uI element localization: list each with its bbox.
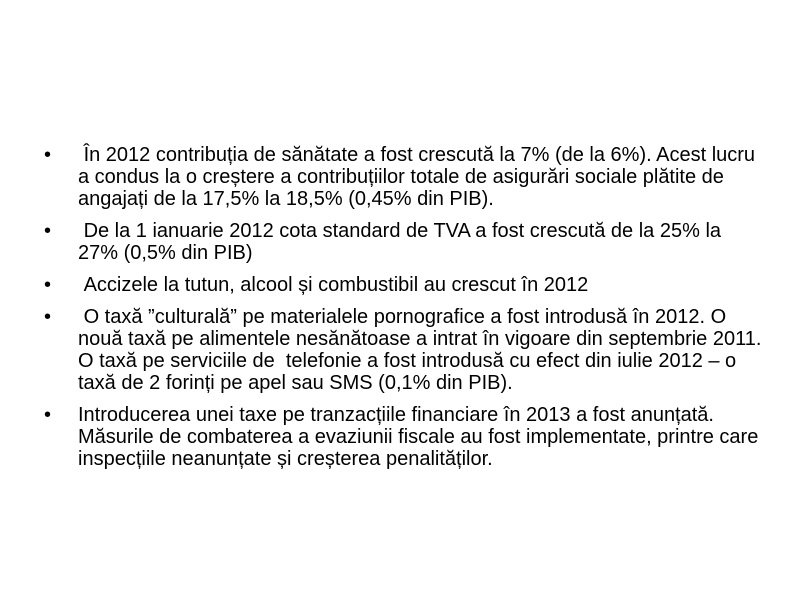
bullet-item-health-contribution bbox=[44, 144, 764, 210]
bullet-text: Introducerea unei taxe pe tranzacțiile financiare în 2013 a fost anunțată. Măsurile de combaterea a evaziunii fiscale au fost implementate, printre care inspecțiile neanunțate și creșterea penalităților. bbox=[78, 404, 764, 470]
bullet-point-icon: • bbox=[44, 220, 52, 242]
bullet-point-icon: • bbox=[44, 144, 52, 166]
bullet-point-icon: • bbox=[44, 404, 52, 426]
bullet-text: De la 1 ianuarie 2012 cota standard de TVA a fost crescută de la 25% la 27% (0,5% din PIB) bbox=[78, 220, 727, 264]
bullet-list bbox=[44, 144, 767, 480]
bullet-text: În 2012 contribuția de sănătate a fost crescută la 7% (de la 6%). Acest lucru a condus la o creștere a contribuțiilor totale de asigurări sociale plătite de angajați de la 17,5% la 18,5% (0,45% din PIB). bbox=[78, 144, 761, 210]
bullet-text: O taxă ”culturală” pe materialele pornografice a fost introdusă în 2012. O nouă taxă pe alimentele nesănătoase a intrat în vigoare din septembrie 2011. O taxă pe serviciile de telefonie a fost introdusă cu efect din iulie 2012 – o taxă de 2 forinți pe apel sau SMS (0,1% din PIB). bbox=[78, 306, 767, 394]
bullet-item-vat-rate bbox=[44, 220, 764, 264]
bullet-item-new-taxes bbox=[44, 306, 767, 394]
bullet-item-excise-duties bbox=[44, 274, 764, 296]
bullet-point-icon: • bbox=[44, 306, 52, 328]
bullet-item-financial-transactions-tax bbox=[44, 404, 764, 470]
bullet-point-icon: • bbox=[44, 274, 52, 296]
bullet-text: Accizele la tutun, alcool și combustibil au crescut în 2012 bbox=[78, 274, 589, 296]
